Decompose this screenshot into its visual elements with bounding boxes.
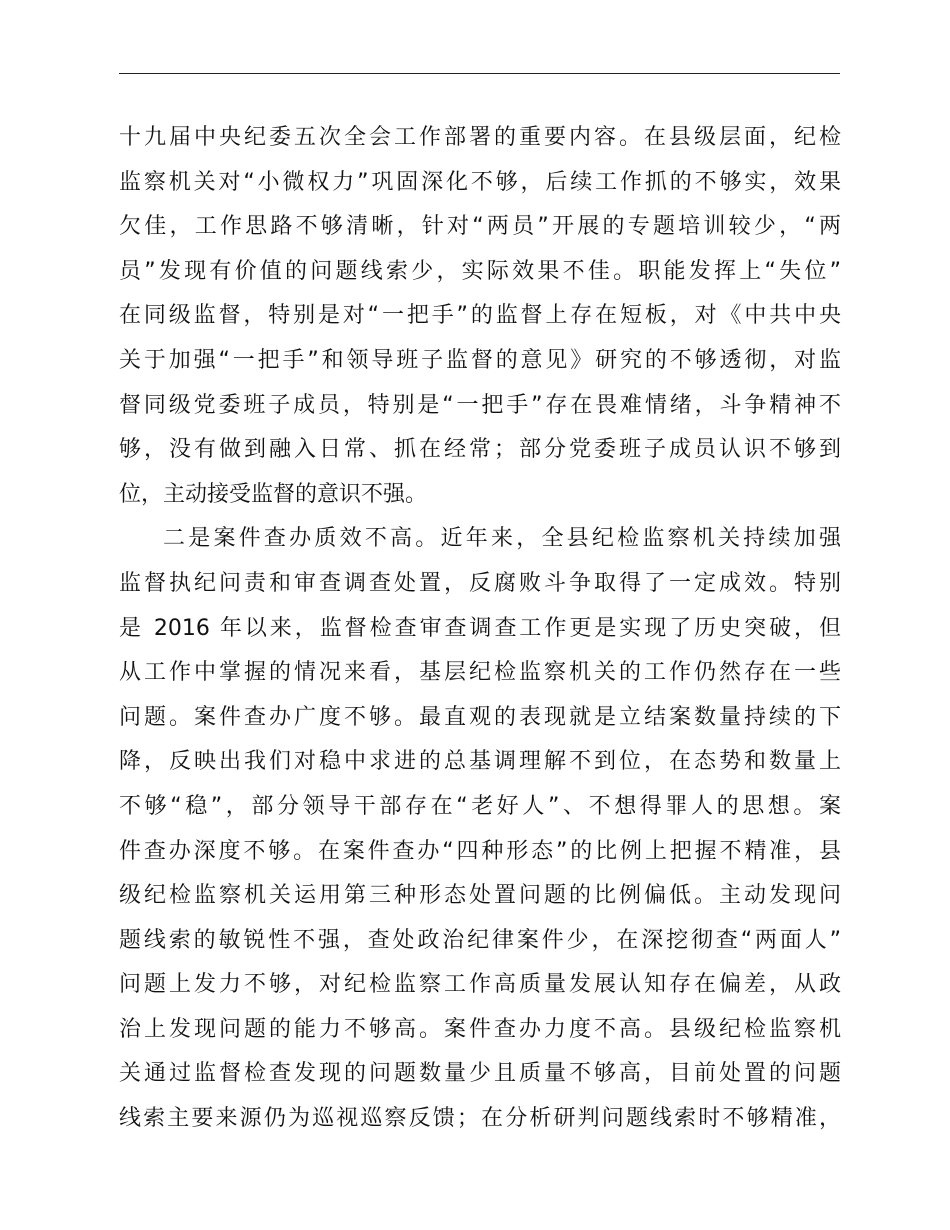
text-line: 治上发现问题的能力不够高。案件查办力度不高。县级纪检监察机	[119, 1016, 841, 1042]
text-line: 关通过监督检查发现的问题数量少且质量不够高，目前处置的问题	[119, 1061, 841, 1087]
text-line: 位，主动接受监督的意识不强。	[119, 481, 428, 507]
body-text	[119, 116, 841, 1142]
text-line: 员”发现有价值的问题线索少，实际效果不佳。职能发挥上“失位”	[119, 258, 841, 284]
text-line: 线索主要来源仍为巡视巡察反馈；在分析研判问题线索时不够精准，	[119, 1106, 841, 1132]
text-line: 二是案件查办质效不高。近年来，全县纪检监察机关持续加强	[163, 526, 841, 552]
text-line: 是 2016 年以来，监督检查审查调查工作更是实现了历史突破，但	[119, 615, 841, 641]
text-line: 督同级党委班子成员，特别是“一把手”存在畏难情绪，斗争精神不	[119, 392, 841, 418]
text-line: 十九届中央纪委五次全会工作部署的重要内容。在县级层面，纪检	[119, 125, 841, 150]
text-line: 不够“稳”，部分领导干部存在“老好人”、不想得罪人的思想。案	[119, 793, 841, 819]
text-line: 从工作中掌握的情况来看，基层纪检监察机关的工作仍然存在一些	[119, 660, 841, 686]
text-line: 问题。案件查办广度不够。最直观的表现就是立结案数量持续的下	[119, 704, 841, 730]
text-line: 降，反映出我们对稳中求进的总基调理解不到位，在态势和数量上	[119, 749, 841, 775]
text-line: 级纪检监察机关运用第三种形态处置问题的比例偏低。主动发现问	[119, 883, 841, 909]
text-line: 关于加强“一把手”和领导班子监督的意见》研究的不够透彻，对监	[119, 347, 841, 373]
text-line: 题线索的敏锐性不强，查处政治纪律案件少，在深挖彻查“两面人”	[119, 927, 841, 953]
text-line: 监督执纪问责和审查调查处置，反腐败斗争取得了一定成效。特别	[119, 570, 841, 596]
text-line: 在同级监督，特别是对“一把手”的监督上存在短板，对《中共中央	[119, 303, 841, 329]
header-rule	[119, 73, 840, 74]
text-line: 欠佳，工作思路不够清晰，针对“两员”开展的专题培训较少，“两	[119, 214, 841, 240]
text-line: 监察机关对“小微权力”巩固深化不够，后续工作抓的不够实，效果	[119, 169, 841, 195]
text-line: 够，没有做到融入日常、抓在经常；部分党委班子成员认识不够到	[119, 437, 841, 463]
text-line: 问题上发力不够，对纪检监察工作高质量发展认知存在偏差，从政	[119, 972, 841, 998]
text-line: 件查办深度不够。在案件查办“四种形态”的比例上把握不精准，县	[119, 838, 841, 864]
